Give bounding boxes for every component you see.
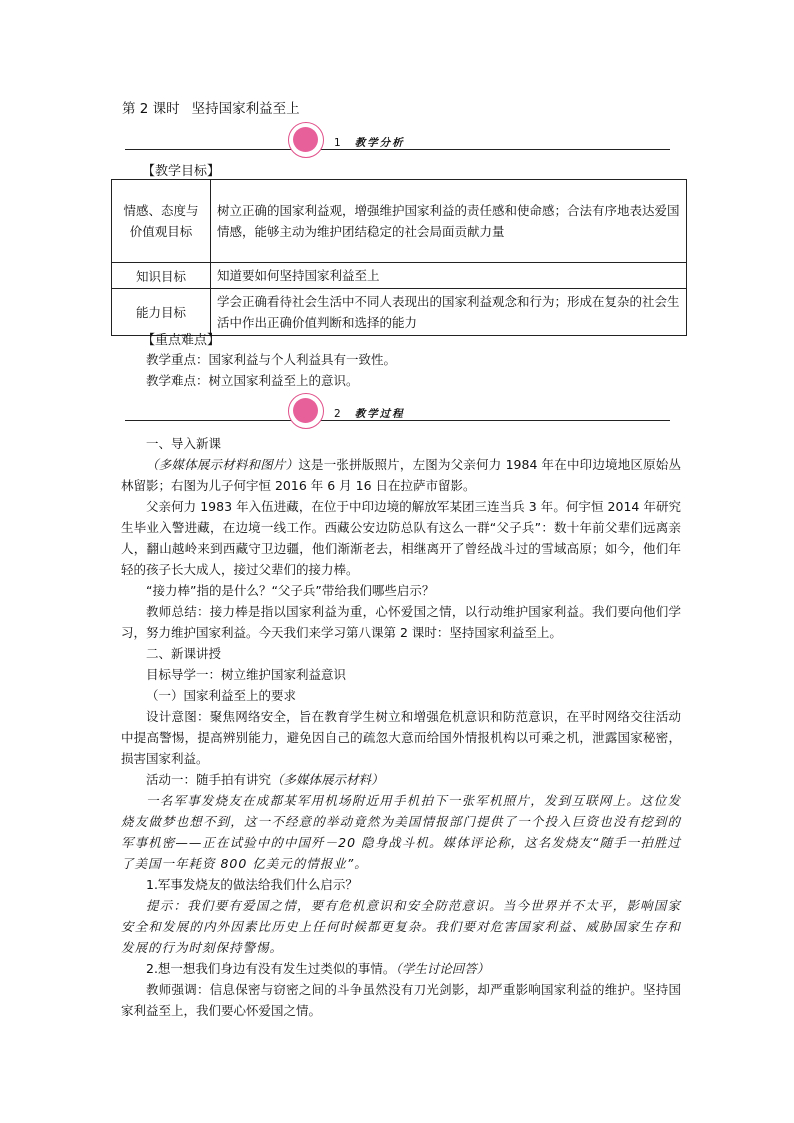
lesson-number: 第 2 课时: [122, 101, 180, 117]
goal-key: 知识目标: [112, 263, 211, 289]
section-header-analysis: [125, 122, 670, 160]
target-heading: 目标导学一：树立维护国家利益意识: [146, 667, 347, 682]
new-lesson-heading: 二、新课讲授: [146, 646, 222, 661]
intro-media-note: （多媒体展示材料和图片）: [146, 457, 299, 472]
section-label: 1 教学分析: [334, 137, 405, 149]
activity-line: [121, 769, 681, 790]
design-paragraph: 设计意图：聚焦网络安全，旨在教育学生树立和增强危机意识和防范意识，在平时网络交往活动中提高警惕，提高辨别能力，避免因自己的疏忽大意而给国外情报机构以可乘之机，泄露国家秘密，损害国家利益。: [121, 709, 681, 766]
goal-key: 情感、态度与价值观目标: [112, 180, 211, 263]
intro-paragraph: [121, 454, 681, 496]
intro-text: 这是一张拼版照片，左图为父亲何力 1984 年在中印边境地区原始丛林留影；右图为儿子何宇恒 2016 年 6 月 16 日在拉萨市留影。: [121, 457, 681, 493]
section-circle-icon: [288, 393, 324, 429]
section-label: 2 教学过程: [334, 408, 405, 420]
emphasis-paragraph: 教师强调：信息保密与窃密之间的斗争虽然没有刀光剑影，却严重影响国家利益的维护。坚持国家利益至上，我们要心怀爱国之情。: [121, 982, 681, 1018]
hint-paragraph: 提示：我们要有爱国之情，要有危机意识和安全防范意识。当今世界并不太平，影响国家安全和发展的内外因素比历史上任何时候都更复杂。我们要对危害国家利益、威胁国家生存和发展的行为时刻保持警惕。: [121, 898, 681, 955]
keypoints-heading: 【重点难点】: [142, 333, 221, 348]
question-text: “接力棒”指的是什么？“父子兵”带给我们哪些启示？: [146, 583, 435, 598]
activity-label: 活动一：随手拍有讲究: [146, 772, 272, 787]
activity-media-note: （多媒体展示材料）: [271, 772, 384, 787]
summary-paragraph: 教师总结：接力棒是指以国家利益为重，心怀爱国之情，以行动维护国家利益。我们要向他们学习，努力维护国家利益。今天我们来学习第八课第 2 课时：坚持国家利益至上。: [121, 604, 681, 640]
question-2-text: 2.想一想我们身边有没有发生过类似的事情。: [146, 961, 396, 976]
goal-key: 能力目标: [112, 289, 211, 336]
table-row: [112, 180, 687, 263]
material-paragraph: 一名军事发烧友在成都某军用机场附近用手机拍下一张军机照片，发到互联网上。这位发烧友做梦也想不到，这一不经意的举动竟然为美国情报部门提供了一个投入巨资也没有挖到的军事机密——正在试验中的中国歼－20 隐身战斗机。媒体评论称，这名发烧友“随手一拍胜过了美国一年耗资 800 亿美元的情报业”。: [121, 793, 681, 871]
table-row: [112, 263, 687, 289]
section-circle-icon: [288, 122, 324, 158]
story-paragraph: 父亲何力 1983 年入伍进藏，在位于中印边境的解放军某团三连当兵 3 年。何宇恒 2014 年研究生毕业入警进藏，在边境一线工作。西藏公安边防总队有这么一群“父子兵”：数十年前父辈们远离亲人，翻山越岭来到西藏守卫边疆，他们渐渐老去，相继离开了曾经战斗过的雪域高原；如今，他们年轻的孩子长大成人，接过父辈们的接力棒。: [121, 499, 681, 577]
question-2: [121, 958, 681, 979]
difficulty-text: 教学难点：树立国家利益至上的意识。: [146, 373, 359, 388]
question-1: 1.军事发烧友的做法给我们什么启示？: [146, 877, 358, 892]
section-header-process: [125, 393, 670, 431]
goal-value: 知道要如何坚持国家利益至上: [211, 263, 687, 289]
question-2-note: （学生讨论回答）: [395, 961, 490, 976]
lesson-title: [122, 97, 312, 117]
lesson-topic: 坚持国家利益至上: [191, 101, 300, 117]
goals-table: [111, 179, 687, 336]
goal-value: 树立正确的国家利益观，增强维护国家利益的责任感和使命感；合法有序地表达爱国情感，能够主动为维护团结稳定的社会局面贡献力量: [211, 180, 687, 263]
intro-heading: 一、导入新课: [146, 436, 222, 451]
sub-heading: （一）国家利益至上的要求: [146, 688, 297, 703]
goal-value: 学会正确看待社会生活中不同人表现出的国家利益观念和行为；形成在复杂的社会生活中作出正确价值判断和选择的能力: [211, 289, 687, 336]
goals-heading: 【教学目标】: [142, 164, 221, 179]
keypoint-text: 教学重点：国家利益与个人利益具有一致性。: [146, 352, 397, 367]
